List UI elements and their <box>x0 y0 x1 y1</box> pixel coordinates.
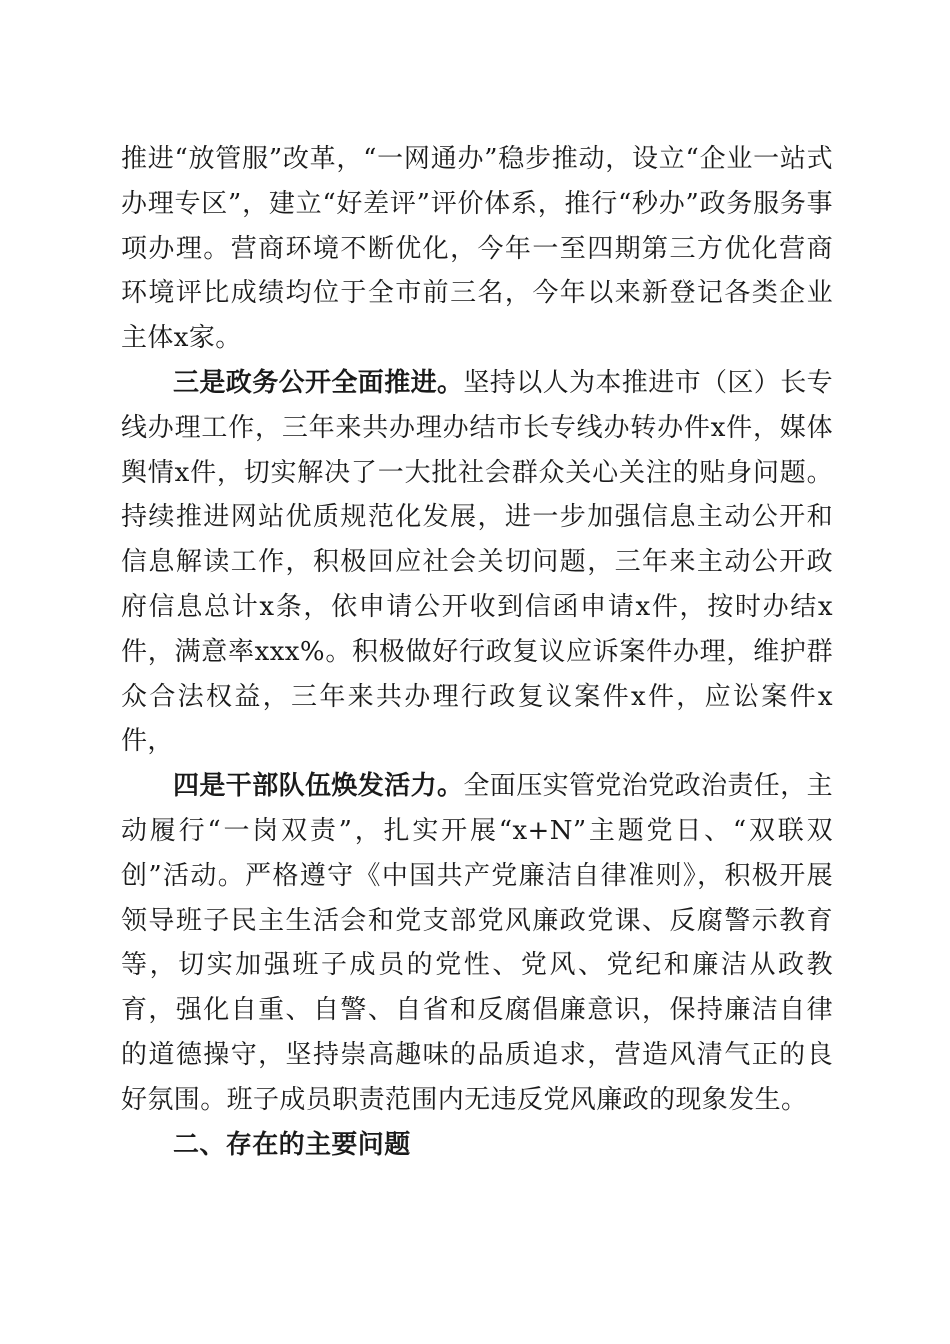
paragraph-text: 坚持以人为本推进市（区）长专线办理工作，三年来共办理办结市长专线办转办件x件，媒体舆情x件，切实解决了一大批社会群众关心关注的贴身问题。持续推进网站优质规范化发展，进一步加强信息主动公开和信息解读工作，积极回应社会关切问题，三年来主动公开政府信息总计x条，依申请公开收到信函申请x件，按时办结x件，满意率xxx%。积极做好行政复议应诉案件办理，维护群众合法权益，三年来共办理行政复议案件x件，应讼案件x件， <box>121 367 834 757</box>
section-heading: 二、存在的主要问题 <box>173 1129 411 1160</box>
paragraph-lead: 四是干部队伍焕发活力。 <box>173 771 464 802</box>
paragraph-lead: 三是政务公开全面推进。 <box>173 367 464 398</box>
paragraph-text: 推进“放管服”改革，“一网通办”稳步推动，设立“企业一站式办理专区”，建立“好差评”评价体系，推行“秒办”政务服务事项办理。营商环境不断优化，今年一至四期第三方优化营商环境评比成绩均位于全市前三名，今年以来新登记各类企业主体x家。 <box>121 144 833 354</box>
paragraph-business-environment <box>121 137 833 361</box>
document-body <box>121 137 833 1167</box>
paragraph-government-affairs-openness <box>121 361 833 764</box>
paragraph-text: 全面压实管党治党政治责任，主动履行“一岗双责”，扎实开展“x+N”主题党日、“双联双创”活动。严格遵守《中国共产党廉洁自律准则》，积极开展领导班子民主生活会和党支部党风廉政党课、反腐警示教育等，切实加强班子成员的党性、党风、党纪和廉洁从政教育，强化自重、自警、自省和反腐倡廉意识，保持廉洁自律的道德操守，坚持崇高趣味的品质追求，营造风清气正的良好氛围。班子成员职责范围内无违反党风廉政的现象发生。 <box>121 771 834 1115</box>
paragraph-cadre-team <box>121 764 833 1122</box>
